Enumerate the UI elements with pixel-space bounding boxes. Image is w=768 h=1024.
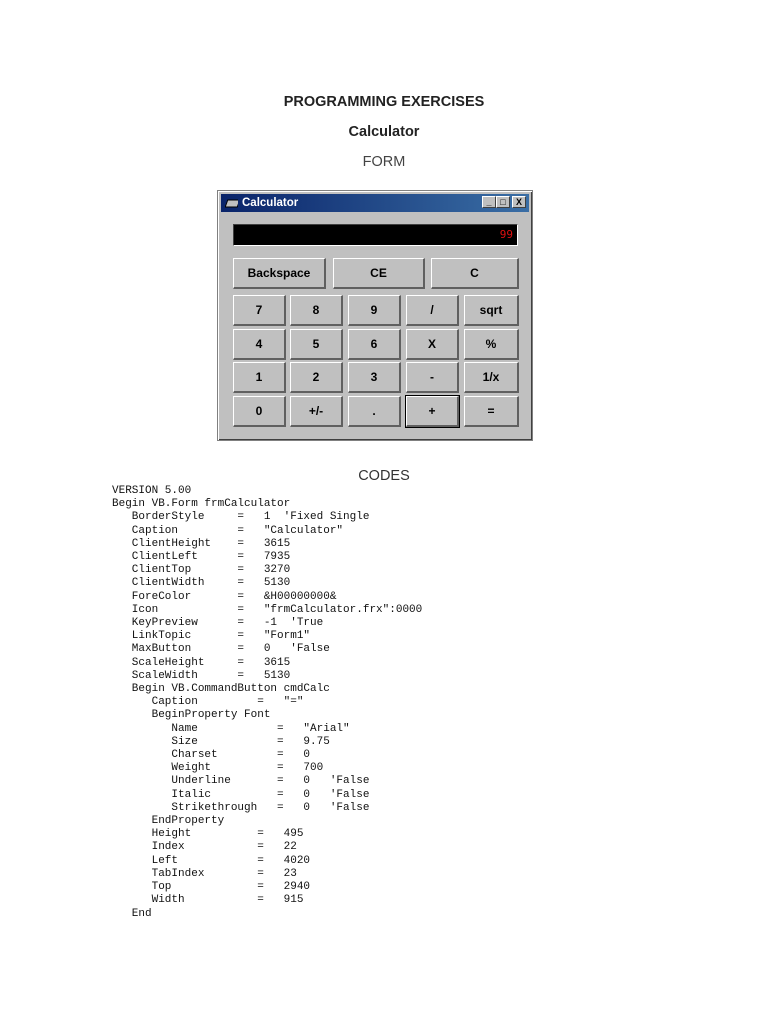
code-line: End xyxy=(112,907,152,920)
code-line: Left = 4020 xyxy=(112,854,311,867)
code-line: Width = 915 xyxy=(112,894,304,907)
maximize-button[interactable]: □ xyxy=(496,196,510,208)
code-line: Charset = 0 xyxy=(112,749,311,762)
key-add[interactable]: + xyxy=(406,396,459,427)
code-line: KeyPreview = -1 'True xyxy=(112,617,324,630)
ce-button[interactable]: CE xyxy=(333,258,425,289)
code-line: Caption = "=" xyxy=(112,696,304,709)
calculator-display: 99 xyxy=(233,224,518,246)
code-line: Underline = 0 'False xyxy=(112,775,370,788)
key-subtract[interactable]: - xyxy=(406,362,459,393)
window-title: Calculator xyxy=(242,197,299,209)
key-percent[interactable]: % xyxy=(464,329,519,360)
key-8[interactable]: 8 xyxy=(290,295,343,326)
key-5[interactable]: 5 xyxy=(290,329,343,360)
key-7[interactable]: 7 xyxy=(233,295,286,326)
code-line: Icon = "frmCalculator.frx":0000 xyxy=(112,603,423,616)
calculator-window xyxy=(217,190,533,441)
code-listing xyxy=(112,485,422,921)
code-line: Size = 9.75 xyxy=(112,735,330,748)
form-section-label: FORM xyxy=(362,154,406,170)
code-line: VERSION 5.00 xyxy=(112,485,192,497)
key-equals[interactable]: = xyxy=(464,396,519,427)
code-line: Weight = 700 xyxy=(112,762,324,775)
code-line: ForeColor = &H00000000& xyxy=(112,590,337,603)
key-1[interactable]: 1 xyxy=(233,362,286,393)
code-line: LinkTopic = "Form1" xyxy=(112,630,311,643)
code-line: ClientTop = 3270 xyxy=(112,564,291,577)
key-divide[interactable]: / xyxy=(406,295,459,326)
clear-button[interactable]: C xyxy=(431,258,519,289)
code-line: MaxButton = 0 'False xyxy=(112,643,330,656)
code-line: ClientWidth = 5130 xyxy=(112,577,291,590)
backspace-button[interactable]: Backspace xyxy=(233,258,326,289)
page-heading: PROGRAMMING EXERCISES xyxy=(283,94,485,110)
code-line: ClientLeft = 7935 xyxy=(112,551,291,564)
code-line: Begin VB.Form frmCalculator xyxy=(112,498,291,511)
code-line: Italic = 0 'False xyxy=(112,788,370,801)
key-9[interactable]: 9 xyxy=(348,295,401,326)
key-multiply[interactable]: X xyxy=(406,329,459,360)
code-line: Begin VB.CommandButton cmdCalc xyxy=(112,683,330,696)
code-line: Height = 495 xyxy=(112,828,304,841)
code-line: TabIndex = 23 xyxy=(112,867,297,880)
code-line: ScaleHeight = 3615 xyxy=(112,656,291,669)
code-line: Top = 2940 xyxy=(112,881,311,894)
close-button[interactable]: X xyxy=(512,196,526,208)
key-4[interactable]: 4 xyxy=(233,329,286,360)
key-reciprocal[interactable]: 1/x xyxy=(464,362,519,393)
window-titlebar[interactable] xyxy=(221,194,529,212)
key-2[interactable]: 2 xyxy=(290,362,343,393)
codes-section-label: CODES xyxy=(358,468,410,484)
code-line: Caption = "Calculator" xyxy=(112,524,344,537)
code-line: ClientHeight = 3615 xyxy=(112,537,291,550)
key-0[interactable]: 0 xyxy=(233,396,286,427)
code-line: Name = "Arial" xyxy=(112,722,350,735)
page-subheading: Calculator xyxy=(348,124,420,140)
key-decimal[interactable]: . xyxy=(348,396,401,427)
code-line: Strikethrough = 0 'False xyxy=(112,801,370,814)
code-line: BeginProperty Font xyxy=(112,709,271,722)
minimize-button[interactable]: _ xyxy=(482,196,496,208)
code-line: ScaleWidth = 5130 xyxy=(112,669,291,682)
calculator-app-icon xyxy=(225,198,238,209)
code-line: EndProperty xyxy=(112,815,225,828)
key-6[interactable]: 6 xyxy=(348,329,401,360)
key-3[interactable]: 3 xyxy=(348,362,401,393)
key-sqrt[interactable]: sqrt xyxy=(464,295,519,326)
code-line: Index = 22 xyxy=(112,841,297,854)
code-line: BorderStyle = 1 'Fixed Single xyxy=(112,511,370,524)
key-negate[interactable]: +/- xyxy=(290,396,343,427)
